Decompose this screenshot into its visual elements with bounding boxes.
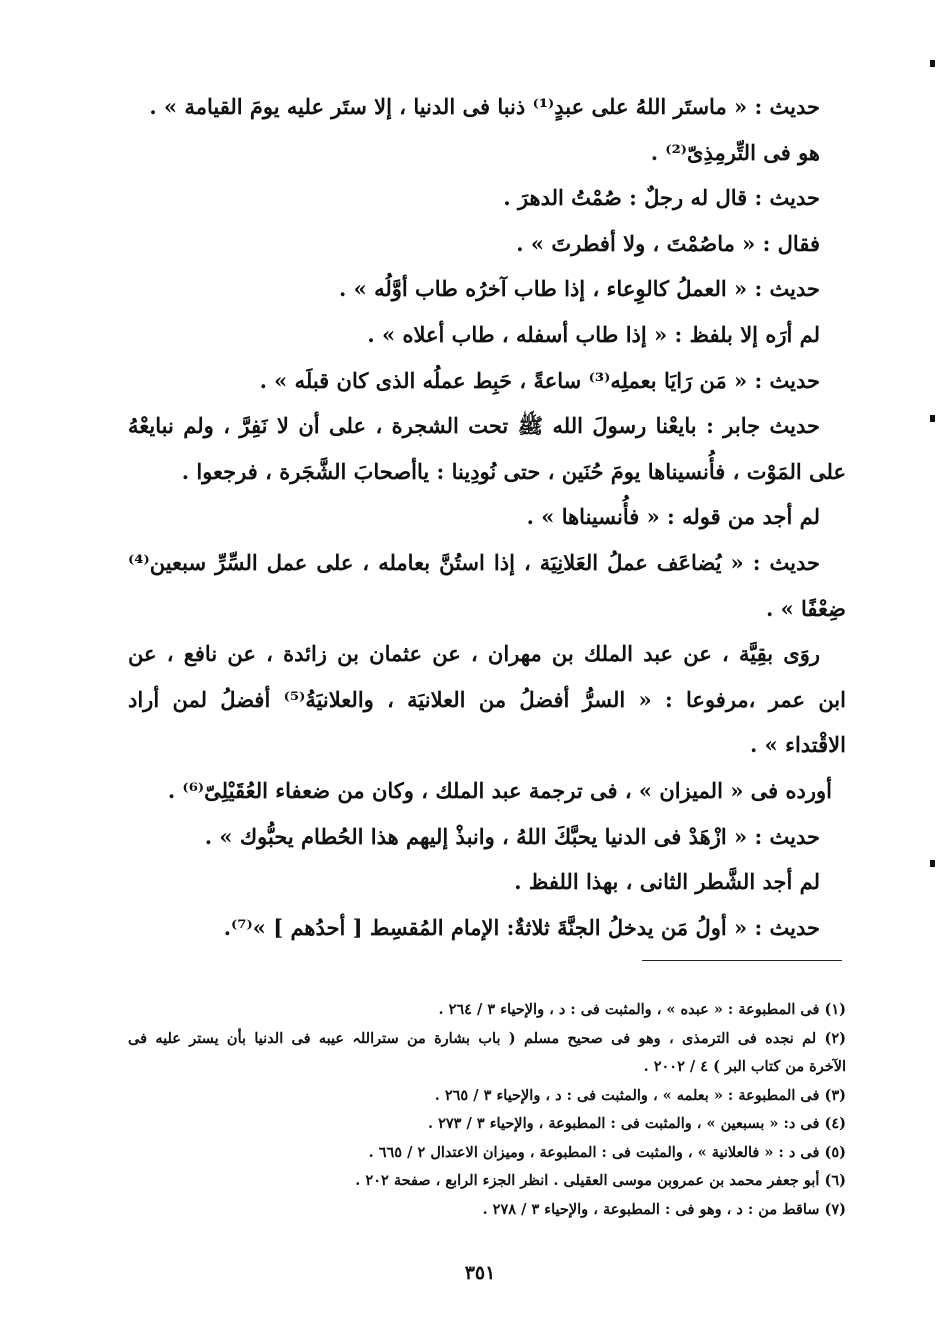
footnote: الآخرة من كتاب البر ) ٤ / ٢٠٠٢ . bbox=[643, 1058, 846, 1075]
text-line: روَى بقِيَّة ، عن عبد الملك بن مهران ، عن عثمان بن زائدة ، عن نافع ، عن bbox=[128, 641, 820, 667]
text-line: لم أجد الشَّطر الثانى ، بهذا اللفظ . bbox=[514, 869, 820, 895]
main-text bbox=[128, 84, 846, 950]
text-line: حديث جابر : بايعْنا رسولَ الله ﷺ تحت الشجرة ، على أن لا نَفِرَّ ، ولم نبايعْهُ bbox=[128, 413, 820, 439]
text-line: حديث : « مَن رَايَا بعملِه⁽³⁾ ساعةً ، حَبِط عملُه الذى كان قبلَه » . bbox=[259, 367, 820, 393]
text-line: لم أرَه إلا بلفظ : « إذا طاب أسفله ، طاب أعلاه » . bbox=[367, 321, 820, 347]
footnote: (١) فى المطبوعة : « عبده » ، والمثبت فى : د ، والإحياء ٣ / ٢٦٤ . bbox=[438, 1001, 846, 1018]
margin-mark bbox=[930, 415, 935, 422]
margin-mark bbox=[930, 860, 935, 867]
text-line: حديث : « يُضاعَف عملُ العَلانِيَة ، إذا استُنَّ بعامله ، على عمل السِّرِّ سبعين⁽⁴⁾ bbox=[128, 549, 820, 575]
text-line: ضِعْفًا » . bbox=[765, 595, 846, 621]
margin-mark bbox=[930, 60, 935, 67]
footnote: (٦) أبو جعفر محمد بن عمروبن موسى العقيلى . انظر الجزء الرابع ، صفحة ٢٠٢ . bbox=[355, 1172, 846, 1189]
footnotes bbox=[128, 996, 846, 1224]
footnote: (٧) ساقط من : د ، وهو فى : المطبوعة ، والإحياء ٣ / ٢٧٨ . bbox=[482, 1200, 846, 1218]
text-line: حديث : قال له رجلٌ : صُمْتُ الدهرَ . bbox=[503, 185, 820, 211]
text-line: أورده فى « الميزان » ، فى ترجمة عبد الملك ، وكان من ضعفاء العُقَيْلِىّ⁽⁶⁾ . bbox=[167, 777, 832, 803]
footnote: (٤) فى د: « بسبعين » ، والمثبت فى : المطبوعة ، والإحياء ٣ / ٢٧٣ . bbox=[428, 1115, 846, 1132]
footnote: (٣) فى المطبوعة : « بعلمه » ، والمثبت فى : د ، والإحياء ٣ / ٢٦٥ . bbox=[434, 1086, 846, 1104]
text-line: حديث : « ازْهَدْ فى الدنيا يحبَّكَ اللهُ ، وانبذْ إليهم هذا الحُطام يحبُّوك » . bbox=[204, 823, 820, 849]
text-line: على المَوْت ، فأُنسيناها يومَ حُنَين ، حتى نُودِينا : ياأصحابَ الشَّجَرة ، فرجعوا . bbox=[181, 458, 846, 484]
footnote-divider bbox=[642, 960, 842, 961]
text-line: فقال : « ماصُمْتَ ، ولا أفطرتَ » . bbox=[516, 230, 820, 256]
footnote: (٥) فى د : « فالعلانية » ، والمثبت فى : المطبوعة ، وميزان الاعتدال ٢ / ٦٦٥ . bbox=[368, 1143, 846, 1161]
text-line: حديث : « أولُ مَن يدخلُ الجنَّةَ ثلاثةٌ: الإمام المُقسِط [ أحدُهم ] »⁽⁷⁾. bbox=[223, 914, 820, 940]
text-line: لم أجد من قوله : « فأُنسيناها » . bbox=[526, 504, 820, 530]
text-line: الاقْتداء » . bbox=[750, 732, 846, 758]
text-line: ابن عمر ،مرفوعا : « السرُّ أفضلُ من العلانيَة ، والعلانيَةُ⁽⁵⁾ أفضلُ لمن أراد bbox=[128, 686, 846, 712]
footnote: (٢) لم نجده فى الترمذى ، وهو فى صحيح مسلم ( باب بشارة من ستراللہ عيبه فى الدنيا بأن يستر عليه فى bbox=[128, 1029, 846, 1047]
text-line: حديث : « ماستَر اللهُ على عبدٍ⁽¹⁾ ذنبا فى الدنيا ، إلا ستَر عليه يومَ القيامة » . bbox=[149, 94, 820, 119]
text-line: حديث : « العملُ كالوِعاء ، إذا طاب آخرُه طاب أوَّلُه » . bbox=[339, 276, 820, 302]
text-line: هو فى التِّرمِذِىّ⁽²⁾ . bbox=[650, 139, 820, 165]
page-number: ٣٥١ bbox=[464, 1262, 496, 1284]
